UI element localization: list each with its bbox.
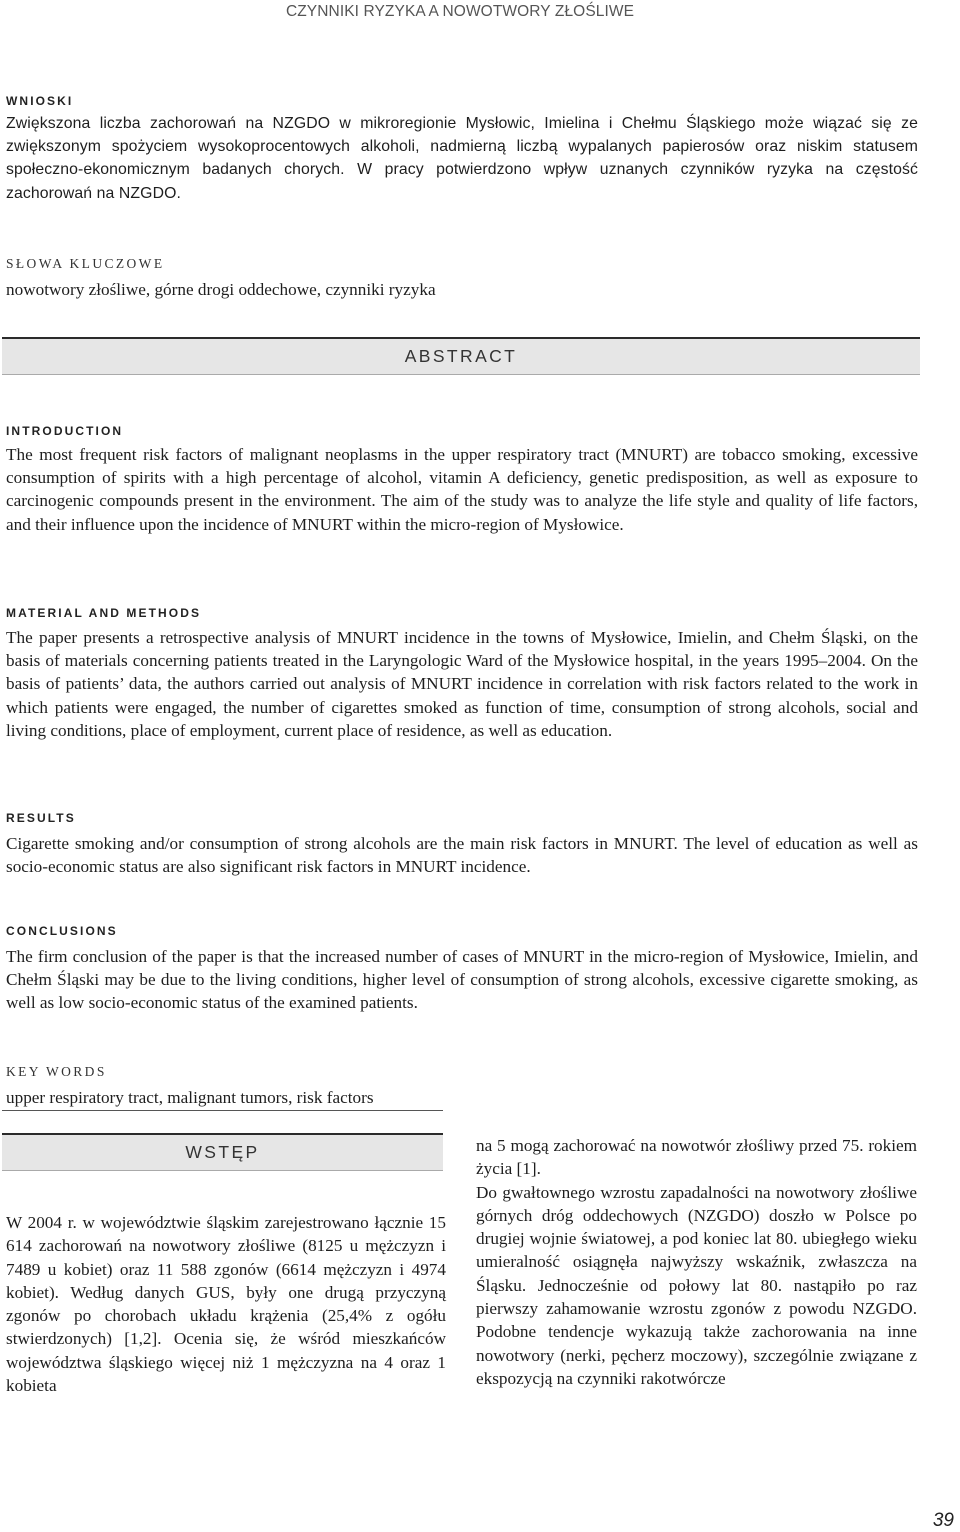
material-methods-label: MATERIAL AND METHODS	[6, 606, 202, 620]
material-methods-text: The paper presents a retrospective analysis of MNURT incidence in the towns of Mysłowice, Imielin, and Chełm Śląski, on the basis of materials concerning patients treated in the Laryngologic Ward of the Mysłowice hospital, in the years 1995–2004. On the basis of patients’ data, the authors carried out analysis of MNURT incidence in correlation with risk factors related to the work in which patients were engaged, the number of cigarettes smoked as function of time, consumption of strong alcohols, social and living conditions, place of employment, current place of residence, as well as education.	[6, 628, 918, 740]
results-label: RESULTS	[6, 811, 76, 825]
results-text: Cigarette smoking and/or consumption of strong alcohols are the main risk factors in MNURT. The level of education as well as socio-economic status are also significant risk factors in MNURT incidence.	[6, 834, 918, 877]
key-words-rule	[2, 1110, 443, 1111]
wstep-heading: WSTĘP	[2, 1133, 443, 1171]
wstep-right-paragraph-1: na 5 mogą zachorować na nowotwór złośliwy przed 75. rokiem życia [1].	[476, 1136, 917, 1179]
slowa-kluczowe-label: SŁOWA KLUCZOWE	[6, 256, 165, 271]
key-words-text: upper respiratory tract, malignant tumors, risk factors	[6, 1088, 374, 1107]
introduction-text: The most frequent risk factors of malignant neoplasms in the upper respiratory tract (MNURT) are tobacco smoking, excessive consumption of spirits with a high percentage of alcohol, vitamin A deficiency, genetic predisposition, as well as exposure to carcinogenic compounds present in the environment. The aim of the study was to analyze the life style and quality of life factors, and their influence upon the incidence of MNURT within the micro-region of Mysłowice.	[6, 445, 918, 534]
running-head: CZYNNIKI RYZYKA A NOWOTWORY ZŁOŚLIWE	[285, 3, 635, 20]
introduction-label: INTRODUCTION	[6, 424, 124, 438]
wstep-right-paragraph-2: Do gwałtownego wzrostu zapadalności na nowotwory złośliwe górnych dróg oddechowych (NZGDO) doszło w Polsce po drugiej wojnie światowej, a pod koniec lat 80. ubiegłego wieku umieralność osiągnęła najwyższy wskaźnik, zwłaszcza na Śląsku. Jednocześnie od połowy lat 80. nastąpiło po raz pierwszy zahamowanie wzrostu zgonów z powodu NZGDO. Podobne tendencje wykazują także zachorowania na inne nowotwory (nerki, pęcherz moczowy), szczególnie związane z ekspozycją na czynniki rakotwórcze	[476, 1182, 917, 1388]
wstep-right-column	[476, 1134, 917, 1390]
conclusions-text: The firm conclusion of the paper is that the increased number of cases of MNURT in the micro-region of Mysłowice, Imielin, and Chełm Śląski may be due to the living conditions, higher level of consumption of strong alcohols, excessive cigarette smoking, as well as low socio-economic status of the examined patients.	[6, 947, 918, 1013]
wstep-left-column: W 2004 r. w województwie śląskim zarejestrowano łącznie 15 614 zachorowań na nowotwory złośliwe (8125 u mężczyzn i 7489 u kobiet) oraz 11 588 zgonów (6614 mężczyzn i 4974 kobiet). Według danych GUS, były one drugą przyczyną zgonów po chorobach układu krążenia (25,4% z ogółu stwierdzonych) [1,2]. Ocenia się, że wśród mieszkańców województwa śląskiego więcej niż 1 mężczyzna na 4 oraz 1 kobieta	[6, 1213, 446, 1396]
wnioski-text: Zwiększona liczba zachorowań na NZGDO w mikroregionie Mysłowic, Imielina i Chełmu Śląskiego może wiązać się ze zwiększonym spożyciem wysokoprocentowych alkoholi, nadmierną liczbą wypalanych papierosów oraz niskim statusem społeczno-ekonomicznym badanych chorych. W pracy potwierdzono wpływ uznanych czynników ryzyka na częstość zachorowań na NZGDO.	[6, 115, 918, 202]
wnioski-label: WNIOSKI	[6, 94, 74, 108]
abstract-heading: ABSTRACT	[2, 337, 920, 375]
conclusions-label: CONCLUSIONS	[6, 924, 118, 938]
slowa-kluczowe-text: nowotwory złośliwe, górne drogi oddechowe, czynniki ryzyka	[6, 280, 436, 299]
page-number: 39	[932, 1510, 954, 1531]
key-words-label: KEY WORDS	[6, 1064, 107, 1079]
